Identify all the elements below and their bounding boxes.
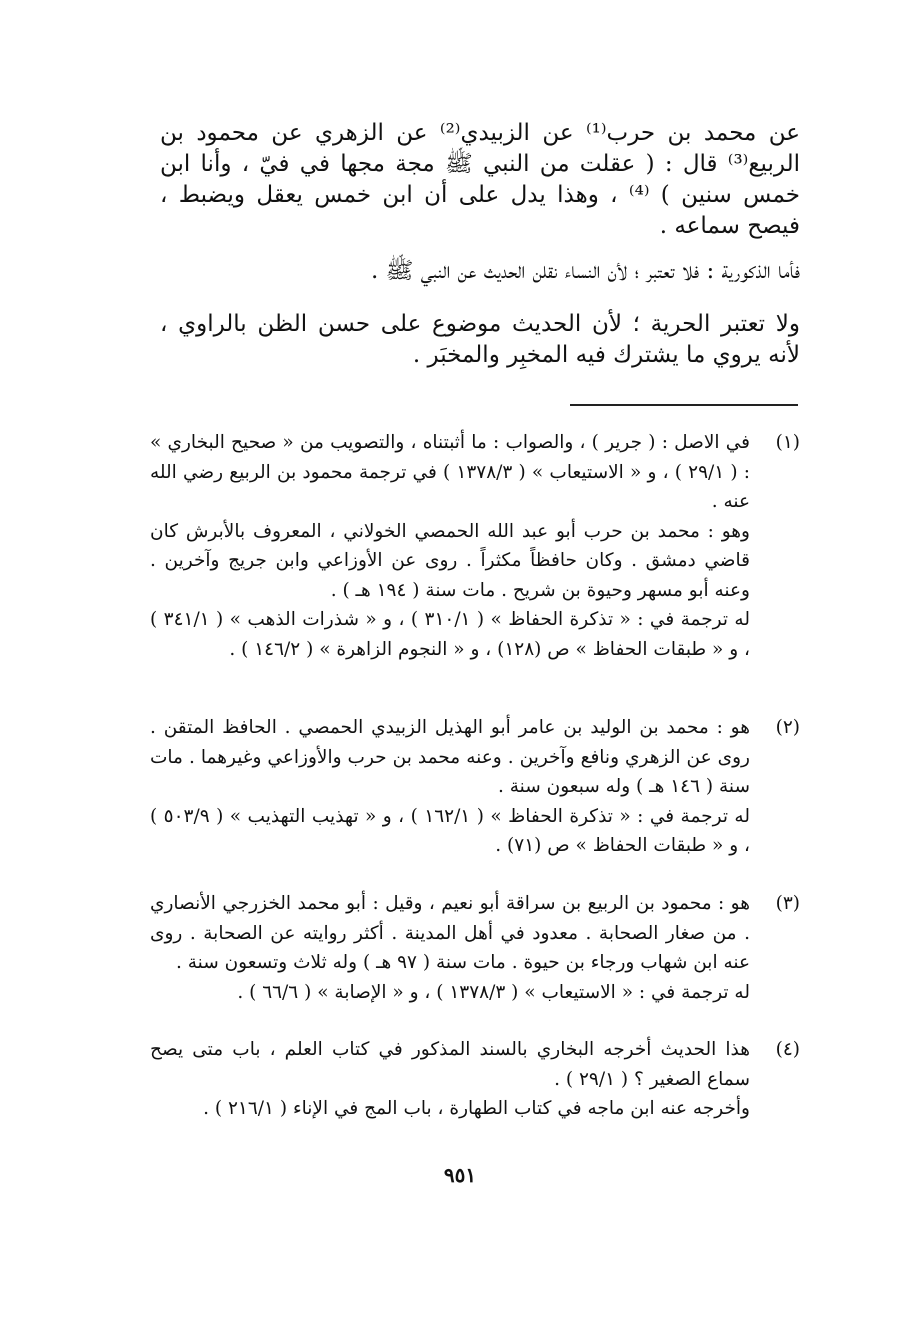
footnote-paragraph: وأخرجه عنه ابن ماجه في كتاب الطهارة ، باب المج في الإناء ( ٢١٦/١ ) . — [203, 1098, 750, 1119]
main-paragraph-text: ولا تعتبر الحرية ؛ لأن الحديث موضوع على حسن الظن بالراوي ، لأنه يروي ما يشترك فيه المخبِر والمخبَر . — [160, 311, 800, 368]
footnote-2 — [150, 713, 800, 861]
footnote-4 — [150, 1035, 800, 1124]
footnote-number: (٣) — [775, 893, 800, 914]
footnote-body — [150, 889, 750, 1007]
footnote-paragraph: وهو : محمد بن حرب أبو عبد الله الحمصي الخولاني ، المعروف بالأبرش كان قاضي دمشق . وكان حافظاً مكثراً . روى عن الأوزاعي وابن جريج وآخرين . وعنه أبو مسهر وحيوة بن شريح . مات سنة ( ١٩٤ هـ ) . — [150, 520, 750, 601]
main-paragraph-text: فأما الذكورية : فلا تعتبر ؛ لأن النساء نقلن الحديث عن النبي ﷺ . — [370, 258, 800, 284]
footnote-paragraph: له ترجمة في : « تذكرة الحفاظ » ( ٣١٠/١ ) ، و « شذرات الذهب » ( ٣٤١/١ ) ، و « طبقات الحفاظ » ص (١٢٨) ، و « النجوم الزاهرة » ( ١٤٦/٢ ) . — [150, 609, 750, 660]
main-paragraph — [160, 118, 800, 242]
footnote-paragraph: هو : محمود بن الربيع بن سراقة أبو نعيم ، وقيل : أبو محمد الخزرجي الأنصاري . من صغار الصحابة . معدود في أهل المدينة . أكثر روايته عن الصحابة . روى عنه ابن شهاب ورجاء بن حيوة . مات سنة ( ٩٧ هـ ) وله ثلاث وتسعون سنة . — [150, 893, 750, 973]
footnote-body — [150, 713, 750, 861]
footnote-body — [150, 428, 750, 664]
footnote-body — [150, 1035, 750, 1124]
main-paragraph-text: عن محمد بن حرب⁽¹⁾ عن الزبيدي⁽²⁾ عن الزهري عن محمود بن الربيع⁽³⁾ قال : ( عقلت من النبي ﷺ مجة مجها في فيّ ، وأنا ابن خمس سنين ) ⁽⁴⁾ ، وهذا يدل على أن ابن خمس يعقل ويضبط ، فيصح سماعه . — [160, 120, 800, 239]
page-number: ٩٥١ — [443, 1163, 477, 1187]
footnote-paragraph: له ترجمة في : « تذكرة الحفاظ » ( ١٦٢/١ ) ، و « تهذيب التهذيب » ( ٥٠٣/٩ ) ، و « طبقات الحفاظ » ص (٧١) . — [150, 805, 750, 856]
footnote-1 — [150, 428, 800, 664]
footnote-paragraph: في الاصل : ( جرير ) ، والصواب : ما أثبتناه ، والتصويب من « صحيح البخاري » : ( ٢٩/١ ) ، و « الاستيعاب » ( ١٣٧٨/٣ ) في ترجمة محمود بن الربيع رضي الله عنه . — [150, 432, 751, 512]
main-paragraph — [160, 256, 800, 287]
footnote-paragraph: هو : محمد بن الوليد بن عامر أبو الهذيل الزبيدي الحمصي . الحافظ المتقن . روى عن الزهري ونافع وآخرين . وعنه محمد بن حرب والأوزاعي وغيرهما . مات سنة ( ١٤٦ هـ ) وله سبعون سنة . — [150, 717, 750, 797]
footnote-3 — [150, 889, 800, 1007]
main-paragraph — [160, 309, 800, 371]
footnote-number: (٢) — [775, 717, 800, 738]
footnote-number: (٤) — [775, 1039, 800, 1060]
footnote-number: (١) — [775, 432, 800, 453]
footnote-paragraph: له ترجمة في : « الاستيعاب » ( ١٣٧٨/٣ ) ، و « الإصابة » ( ٦٦/٦ ) . — [237, 981, 750, 1003]
footnote-paragraph: هذا الحديث أخرجه البخاري بالسند المذكور في كتاب العلم ، باب متى يصح سماع الصغير ؟ ( ٢٩/١ ) . — [150, 1039, 750, 1090]
footnote-separator — [570, 404, 798, 406]
